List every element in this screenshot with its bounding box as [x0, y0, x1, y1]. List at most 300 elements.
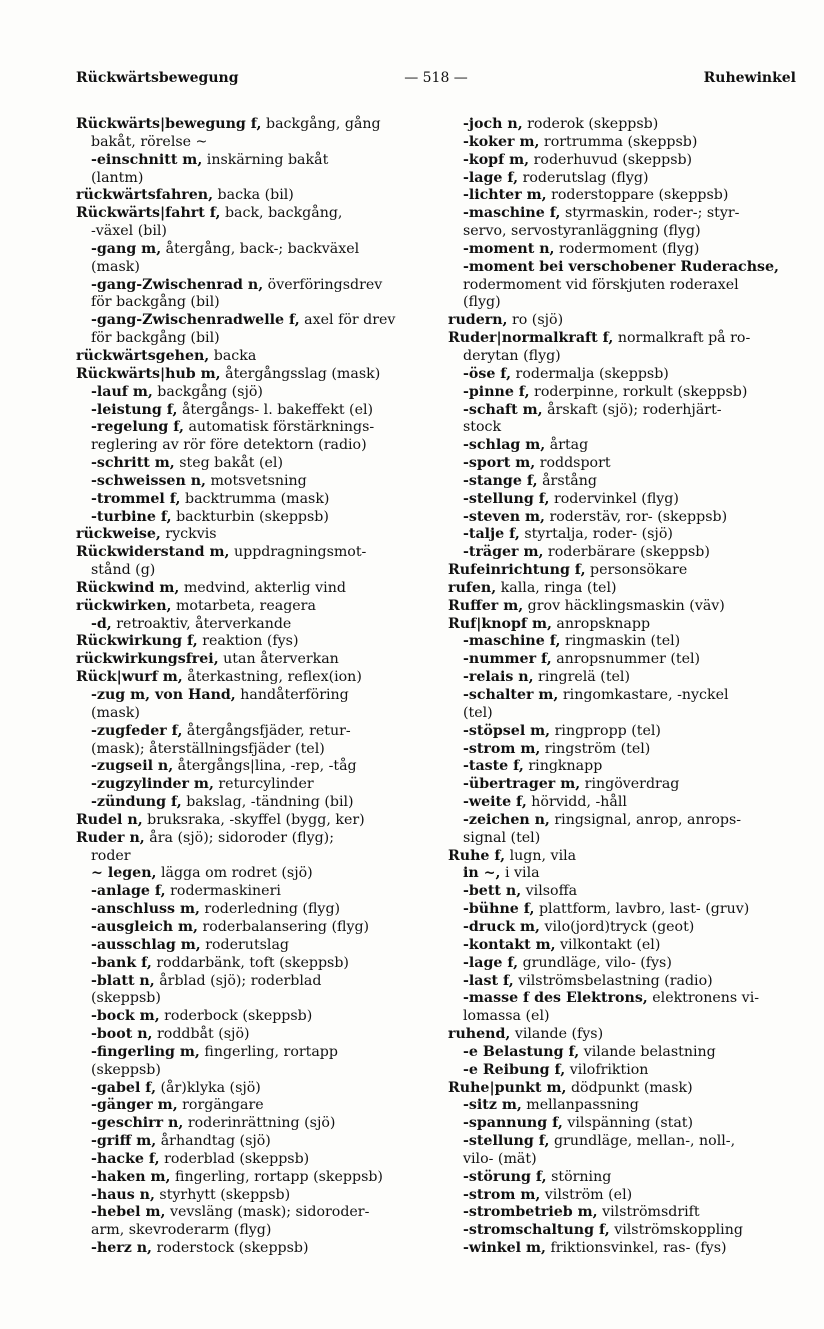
definition: roderutslag (flyg) — [518, 169, 649, 186]
definition: backgång (sjö) — [152, 383, 263, 400]
dictionary-line — [448, 616, 798, 634]
headword: Ruhe|punkt m, — [448, 1079, 567, 1096]
dictionary-line — [448, 152, 798, 170]
definition: retroaktiv, återverkande — [111, 615, 292, 632]
dictionary-line — [448, 277, 798, 295]
headword: -relais n, — [463, 669, 534, 686]
headword: -joch n, — [463, 116, 523, 132]
definition: överföringsdrev — [263, 276, 383, 293]
definition: återgång, back-; backväxel — [161, 240, 360, 257]
definition: (mask) — [91, 258, 140, 275]
headword: -schalter m, — [463, 687, 559, 703]
headword: Ruf|knopf m, — [448, 615, 552, 632]
headword: Rudel n, — [76, 811, 143, 828]
definition: backa — [209, 347, 257, 364]
dictionary-line — [76, 616, 428, 634]
definition: för backgång (bil) — [91, 294, 220, 311]
headword: -last f, — [463, 972, 514, 989]
dictionary-line — [76, 830, 428, 848]
headword: -lichter m, — [463, 187, 547, 204]
headword: -anlage f, — [91, 883, 166, 900]
headword: -träger m, — [463, 544, 544, 561]
definition: årtag — [545, 437, 589, 454]
dictionary-line — [448, 402, 798, 420]
dictionary-line — [76, 901, 428, 919]
definition: rodermalja (skeppsb) — [511, 365, 669, 382]
running-head-right: Ruhewinkel — [703, 70, 796, 86]
dictionary-line — [76, 919, 428, 937]
dictionary-line — [76, 633, 428, 651]
headword: -zündung f, — [91, 794, 182, 811]
definition: (lantm) — [91, 169, 144, 186]
definition: ringomkastare, -nyckel — [558, 687, 729, 703]
dictionary-line — [76, 544, 428, 562]
headword: -anschluss m, — [91, 901, 200, 918]
dictionary-line — [448, 883, 798, 901]
headword: in ~, — [463, 865, 501, 882]
headword: -leistung f, — [91, 401, 178, 418]
headword: -taste f, — [463, 758, 524, 775]
dictionary-line — [448, 580, 798, 598]
headword: -maschine f, — [463, 633, 561, 650]
dictionary-line — [448, 1169, 798, 1187]
dictionary-line — [76, 776, 428, 794]
left-column — [76, 116, 428, 1258]
definition: roderbalansering (flyg) — [197, 918, 370, 935]
dictionary-line — [448, 1008, 798, 1026]
dictionary-line — [76, 1240, 428, 1258]
headword: ~ legen, — [91, 865, 157, 882]
headword: -koker m, — [463, 133, 540, 150]
definition: motarbeta, reagera — [171, 597, 316, 614]
dictionary-line — [448, 669, 798, 687]
headword: Rückwärts|hub m, — [76, 365, 221, 382]
definition: stånd (g) — [91, 562, 156, 579]
headword: -zugfeder f, — [91, 722, 183, 739]
headword: -stöpsel m, — [463, 722, 551, 739]
definition: roderbärare (skeppsb) — [543, 544, 710, 561]
headword: -ausgleich m, — [91, 918, 198, 935]
dictionary-line — [76, 455, 428, 473]
dictionary-line — [76, 1204, 428, 1222]
page-number: — 518 — — [404, 70, 468, 86]
dictionary-line — [448, 812, 798, 830]
definition: i vila — [500, 865, 540, 882]
definition: vilande (fys) — [510, 1026, 604, 1043]
dictionary-line — [76, 526, 428, 544]
definition: styrhytt (skeppsb) — [154, 1186, 291, 1203]
dictionary-line — [76, 1008, 428, 1026]
definition: roderhuvud (skeppsb) — [529, 151, 693, 168]
dictionary-line — [448, 1151, 798, 1169]
dictionary-line — [448, 1187, 798, 1205]
headword: Rückwiderstand m, — [76, 544, 230, 561]
definition: servo, servostyranläggning (flyg) — [463, 223, 701, 240]
definition: vilspänning (stat) — [562, 1115, 694, 1132]
dictionary-line — [448, 544, 798, 562]
definition: steg bakåt (el) — [174, 455, 283, 472]
definition: roderblad (skeppsb) — [159, 1150, 310, 1167]
dictionary-line — [76, 491, 428, 509]
headword: -nummer f, — [463, 651, 552, 668]
dictionary-line — [448, 687, 798, 705]
definition: återgångs- l. bakeffekt (el) — [177, 401, 374, 418]
definition: uppdragningsmot- — [229, 544, 367, 561]
headword: -weite f, — [463, 794, 527, 811]
headword: -strom m, — [463, 740, 541, 757]
headword: -regelung f, — [91, 419, 184, 436]
dictionary-line — [448, 865, 798, 883]
definition: (skeppsb) — [91, 1061, 161, 1078]
running-head-left: Rückwärtsbewegung — [76, 70, 239, 86]
headword: -stellung f, — [463, 1133, 550, 1150]
headword: -hebel m, — [91, 1204, 166, 1221]
definition: elektronens vi- — [647, 990, 760, 1007]
dictionary-line — [76, 473, 428, 491]
headword: -moment n, — [463, 240, 555, 257]
definition: vilström (el) — [540, 1186, 633, 1203]
dictionary-line — [76, 170, 428, 188]
dictionary-line — [76, 865, 428, 883]
headword: -gang-Zwischenradwelle f, — [91, 312, 300, 329]
page-header — [76, 70, 796, 90]
definition: återkastning, reflex(ion) — [182, 669, 362, 686]
definition: reaktion (fys) — [197, 633, 299, 650]
headword: Ruder|normalkraft f, — [448, 330, 614, 347]
definition: lugn, vila — [505, 847, 577, 864]
dictionary-line — [76, 1080, 428, 1098]
headword: Rufeinrichtung f, — [448, 562, 586, 579]
dictionary-line — [448, 348, 798, 366]
dictionary-line — [448, 1222, 798, 1240]
definition: dödpunkt (mask) — [566, 1079, 693, 1096]
headword: -stellung f, — [463, 490, 550, 507]
definition: ringström (tel) — [540, 740, 651, 757]
headword: ruhend, — [448, 1026, 511, 1043]
definition: rodervinkel (flyg) — [549, 490, 679, 507]
definition: inskärning bakåt — [202, 151, 329, 168]
definition: årskaft (sjö); roderhjärt- — [542, 401, 722, 418]
headword: -haus n, — [91, 1186, 155, 1203]
definition: backturbin (skeppsb) — [171, 508, 329, 525]
dictionary-line — [448, 937, 798, 955]
definition: bakåt, rörelse ~ — [91, 133, 208, 150]
dictionary-line — [448, 1240, 798, 1258]
dictionary-line — [448, 633, 798, 651]
dictionary-line — [448, 384, 798, 402]
dictionary-line — [448, 919, 798, 937]
definition: ringöverdrag — [580, 776, 680, 793]
dictionary-line — [448, 366, 798, 384]
dictionary-line — [448, 1204, 798, 1222]
headword: -talje f, — [463, 526, 520, 543]
definition: ringsignal, anrop, anrops- — [549, 811, 742, 828]
definition: (skeppsb) — [91, 990, 161, 1007]
definition: bakslag, -tändning (bil) — [181, 794, 354, 811]
definition: stock — [463, 419, 502, 436]
dictionary-line — [76, 134, 428, 152]
definition: grov häcklingsmaskin (väv) — [523, 597, 725, 614]
dictionary-line — [448, 776, 798, 794]
headword: -stange f, — [463, 472, 538, 489]
dictionary-line — [76, 812, 428, 830]
headword: -zugzylinder m, — [91, 776, 214, 793]
definition: roddarbänk, toft (skeppsb) — [151, 954, 349, 971]
dictionary-line — [448, 526, 798, 544]
headword: rückwirkungsfrei, — [76, 651, 219, 668]
dictionary-line — [448, 116, 798, 134]
definition: styrtalja, roder- (sjö) — [519, 526, 673, 543]
definition: -växel (bil) — [91, 223, 167, 240]
dictionary-line — [76, 1151, 428, 1169]
definition: vilsoffa — [521, 883, 578, 900]
dictionary-line — [448, 955, 798, 973]
definition: anropsknapp — [551, 615, 651, 632]
definition: kalla, ringa (tel) — [496, 579, 617, 596]
dictionary-line — [76, 562, 428, 580]
definition: ro (sjö) — [507, 312, 564, 329]
headword: -bett n, — [463, 883, 522, 900]
dictionary-line — [448, 437, 798, 455]
headword: -e Reibung f, — [463, 1061, 566, 1078]
dictionary-line — [76, 598, 428, 616]
headword: -schlag m, — [463, 437, 546, 454]
definition: vevsläng (mask); sidoroder- — [165, 1204, 370, 1221]
headword: -griff m, — [91, 1133, 157, 1150]
definition: (flyg) — [463, 294, 501, 311]
definition: roder — [91, 847, 131, 864]
headword: -blatt n, — [91, 972, 155, 989]
headword: Rückwirkung f, — [76, 633, 198, 650]
headword: -einschnitt m, — [91, 151, 203, 168]
headword: -schweissen n, — [91, 472, 206, 489]
definition: återgångsfjäder, retur- — [182, 722, 351, 739]
dictionary-line — [76, 955, 428, 973]
definition: normalkraft på ro- — [613, 330, 751, 347]
definition: handåterföring — [235, 687, 349, 703]
headword: Rück|wurf m, — [76, 669, 183, 686]
headword: -gabel f, — [91, 1079, 157, 1096]
dictionary-line — [76, 277, 428, 295]
headword: -strom m, — [463, 1186, 541, 1203]
dictionary-line — [76, 312, 428, 330]
headword: -trommel f, — [91, 490, 181, 507]
dictionary-line — [76, 687, 428, 705]
definition: ryckvis — [160, 526, 217, 543]
headword: -lage f, — [463, 954, 519, 971]
headword: rufen, — [448, 579, 497, 596]
definition: roderledning (flyg) — [199, 901, 341, 918]
headword: -kopf m, — [463, 151, 530, 168]
dictionary-line — [76, 402, 428, 420]
headword: -zug m, von Hand, — [91, 687, 236, 703]
dictionary-line — [76, 259, 428, 277]
headword: -sitz m, — [463, 1097, 522, 1114]
dictionary-line — [76, 937, 428, 955]
headword: -bock m, — [91, 1008, 160, 1025]
definition: styrmaskin, roder-; styr- — [560, 205, 740, 222]
dictionary-line — [448, 312, 798, 330]
definition: rodermoment (flyg) — [554, 240, 700, 257]
dictionary-line — [448, 1044, 798, 1062]
headword: -gang-Zwischenrad n, — [91, 276, 264, 293]
definition: ringrelä (tel) — [533, 669, 630, 686]
headword: -fingerling m, — [91, 1043, 200, 1060]
dictionary-line — [76, 883, 428, 901]
definition: (tel) — [463, 704, 493, 721]
definition: signal (tel) — [463, 829, 541, 846]
definition: åra (sjö); sidoroder (flyg); — [144, 829, 334, 846]
dictionary-line — [448, 170, 798, 188]
definition: reglering av rör före detektorn (radio) — [91, 437, 367, 454]
dictionary-line — [76, 241, 428, 259]
headword: -hacke f, — [91, 1150, 160, 1167]
dictionary-line — [76, 1062, 428, 1080]
headword: -steven m, — [463, 508, 545, 525]
dictionary-line — [76, 848, 428, 866]
dictionary-line — [448, 794, 798, 812]
definition: grundläge, vilo- (fys) — [518, 954, 672, 971]
definition: roddbåt (sjö) — [152, 1026, 250, 1043]
dictionary-line — [76, 580, 428, 598]
headword: -geschirr n, — [91, 1115, 184, 1132]
dictionary-line — [76, 1097, 428, 1115]
definition: störning — [546, 1168, 612, 1185]
dictionary-line — [448, 241, 798, 259]
headword: -maschine f, — [463, 205, 561, 222]
dictionary-line — [76, 1169, 428, 1187]
dictionary-line — [448, 598, 798, 616]
headword: -gänger m, — [91, 1097, 178, 1114]
definition: roderinrättning (sjö) — [183, 1115, 336, 1132]
definition: roderok (skeppsb) — [522, 116, 659, 132]
dictionary-line — [448, 758, 798, 776]
headword: Rückwind m, — [76, 579, 180, 596]
dictionary-line — [448, 1133, 798, 1151]
dictionary-line — [448, 830, 798, 848]
definition: backgång, gång — [261, 116, 381, 132]
dictionary-line — [76, 1115, 428, 1133]
definition: vilströmsbelastning (radio) — [513, 972, 713, 989]
dictionary-line — [448, 134, 798, 152]
dictionary-line — [448, 473, 798, 491]
dictionary-line — [76, 990, 428, 1008]
dictionary-line — [448, 205, 798, 223]
dictionary-line — [76, 723, 428, 741]
definition: plattform, lavbro, last- (gruv) — [534, 901, 750, 918]
dictionary-line — [76, 669, 428, 687]
dictionary-line — [448, 651, 798, 669]
headword: -lage f, — [463, 169, 519, 186]
headword: Ruhe f, — [448, 847, 506, 864]
dictionary-line — [76, 419, 428, 437]
definition: axel för drev — [299, 312, 396, 329]
dictionary-line — [76, 1026, 428, 1044]
definition: vilströmsdrift — [597, 1204, 700, 1221]
headword: -zugseil n, — [91, 758, 174, 775]
dictionary-line — [76, 758, 428, 776]
headword: -boot n, — [91, 1026, 153, 1043]
headword: -ausschlag m, — [91, 936, 201, 953]
definition: backtrumma (mask) — [180, 490, 330, 507]
dictionary-line — [448, 509, 798, 527]
dictionary-line — [448, 187, 798, 205]
definition: ringmaskin (tel) — [560, 633, 681, 650]
definition: (mask) — [91, 704, 140, 721]
dictionary-line — [448, 848, 798, 866]
definition: ringpropp (tel) — [550, 722, 661, 739]
headword: -sport m, — [463, 455, 536, 472]
headword: Ruffer m, — [448, 597, 524, 614]
dictionary-line — [76, 384, 428, 402]
definition: mellanpassning — [521, 1097, 639, 1114]
definition: (mask); återställningsfjäder (tel) — [91, 740, 325, 757]
dictionary-line — [76, 1222, 428, 1240]
dictionary-line — [448, 562, 798, 580]
dictionary-line — [76, 205, 428, 223]
definition: vilo- (mät) — [463, 1150, 537, 1167]
definition: årstång — [537, 472, 597, 489]
headword: -störung f, — [463, 1168, 547, 1185]
definition: returcylinder — [213, 776, 314, 793]
headword: -masse f des Elektrons, — [463, 990, 648, 1007]
dictionary-line — [448, 330, 798, 348]
dictionary-line — [76, 348, 428, 366]
dictionary-line — [448, 1062, 798, 1080]
dictionary-line — [76, 294, 428, 312]
dictionary-line — [448, 1026, 798, 1044]
dictionary-line — [448, 259, 798, 277]
dictionary-line — [448, 990, 798, 1008]
definition: återgångsslag (mask) — [220, 365, 381, 382]
headword: rückweise, — [76, 526, 161, 543]
definition: roderutslag — [200, 936, 290, 953]
definition: friktionsvinkel, ras- (fys) — [545, 1240, 727, 1257]
headword: rückwärtsgehen, — [76, 347, 210, 364]
definition: rorgängare — [177, 1097, 264, 1114]
headword: -haken m, — [91, 1168, 171, 1185]
dictionary-line — [76, 152, 428, 170]
definition: lägga om rodret (sjö) — [156, 865, 313, 882]
dictionary-line — [448, 1115, 798, 1133]
definition: anropsnummer (tel) — [551, 651, 701, 668]
dictionary-line — [448, 455, 798, 473]
definition: för backgång (bil) — [91, 330, 220, 347]
definition: fingerling, rortapp — [199, 1043, 338, 1060]
definition: ringknapp — [523, 758, 603, 775]
dictionary-line — [76, 973, 428, 991]
headword: -schaft m, — [463, 401, 543, 418]
dictionary-line — [76, 1187, 428, 1205]
definition: årblad (sjö); roderblad — [154, 972, 322, 989]
headword: rückwirken, — [76, 597, 172, 614]
headword: -d, — [91, 615, 112, 632]
dictionary-line — [76, 366, 428, 384]
definition: utan återverkan — [218, 651, 339, 668]
dictionary-line — [76, 705, 428, 723]
dictionary-line — [76, 1133, 428, 1151]
headword: -herz n, — [91, 1240, 152, 1257]
definition: backa (bil) — [213, 187, 294, 204]
headword: -pinne f, — [463, 383, 530, 400]
definition: roderpinne, rorkult (skeppsb) — [529, 383, 748, 400]
headword: -lauf m, — [91, 383, 153, 400]
definition: århandtag (sjö) — [156, 1133, 271, 1150]
dictionary-line — [76, 794, 428, 812]
definition: roderbock (skeppsb) — [159, 1008, 313, 1025]
dictionary-line — [76, 330, 428, 348]
definition: roderstäv, ror- (skeppsb) — [544, 508, 728, 525]
